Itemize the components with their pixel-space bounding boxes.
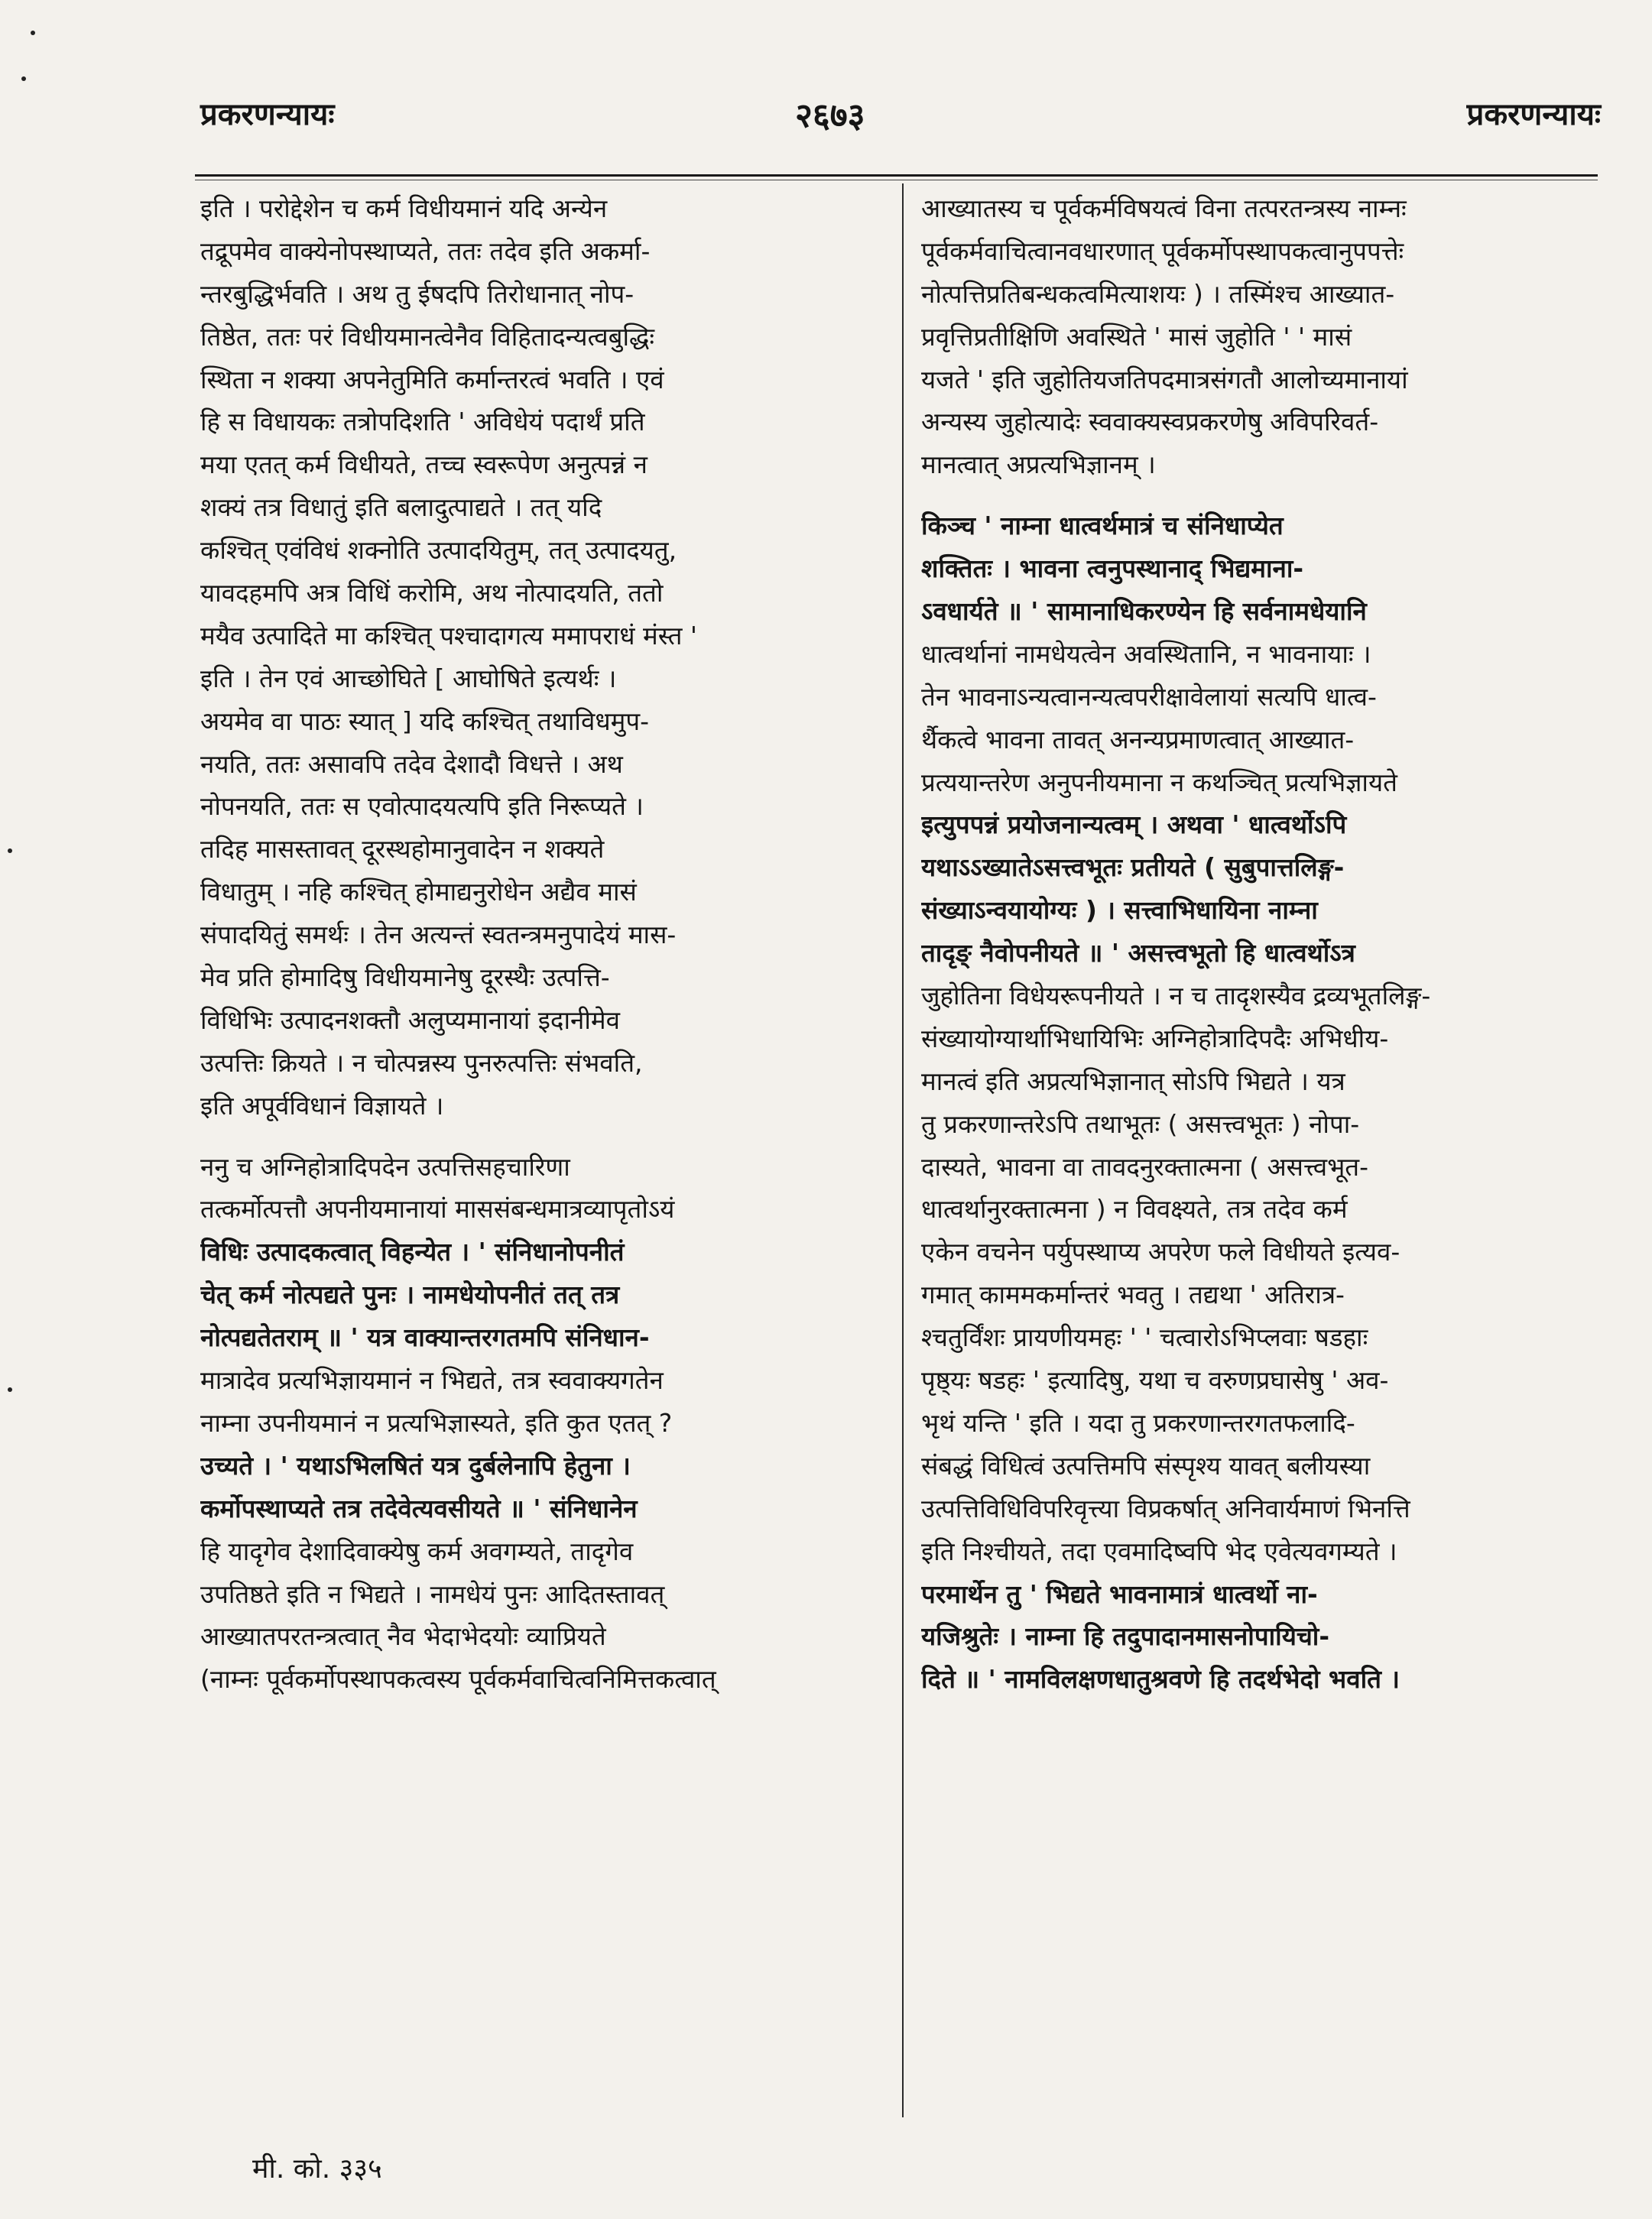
text-line: (नाम्नः पूर्वकर्मोपस्थापकत्वस्य पूर्वकर्मवाचित्वनिमित्तकत्वात् [200,1664,716,1695]
text-line: मयैव उत्पादिते मा कश्चित् पश्चादागत्य ममापराधं मंस्त ' [200,620,697,650]
text-line: न्तरबुद्धिर्भवति । अथ तु ईषदपि तिरोधानात् नोप- [200,278,635,309]
text-line: अयमेव वा पाठः स्यात् ] यदि कश्चित् तथाविधमुप- [200,706,650,736]
text-line: धात्वर्थानुरक्तात्मना ) न विवक्ष्यते, तत्र तदेव कर्म [921,1194,1348,1225]
text-line: मानत्वं इति अप्रत्यभिज्ञानात् सोऽपि भिद्यते । यत्र [921,1066,1345,1096]
text-line: श्चतुर्विंशः प्रायणीयमहः ' ' चत्वारोऽभिप्लवाः षडहाः [921,1322,1368,1353]
text-line: किञ्च ' नाम्ना धात्वर्थमात्रं च संनिधाप्येत [921,511,1284,541]
paragraph-gap [200,1127,888,1146]
text-line: पूर्वकर्मवाचित्वानवधारणात् पूर्वकर्मोपस्थापकत्वानुपपत्तेः [921,235,1404,266]
text-line: यजते ' इति जुहोतियजतिपदमात्रसंगतौ आलोच्यमानायां [921,364,1408,394]
right-column [921,187,1598,1701]
text-line: शक्यं तत्र विधातुं इति बलादुत्पाद्यते । तत् यदि [200,492,602,523]
text-line: इति । परोद्देशेन च कर्म विधीयमानं यदि अन्येन [200,193,608,223]
text-line: संख्यायोग्यार्थाभिधायिभिः अग्निहोत्रादिपदैः अभिधीय- [921,1023,1389,1053]
text-line: संख्याऽन्वयायोग्यः ) । सत्त्वाभिधायिना नाम्ना [921,895,1318,926]
text-line: आख्यातस्य च पूर्वकर्मविषयत्वं विना तत्परतन्त्रस्य नाम्नः [921,193,1407,223]
text-line: ऽवधार्यते ॥ ' सामानाधिकरण्येन हि सर्वनामधेयानि [921,596,1367,627]
text-line: नयति, ततः असावपि तदेव देशादौ विधत्ते । अथ [200,748,623,779]
text-line: धात्वर्थानां नामधेयत्वेन अवस्थितानि, न भावनायाः । [921,638,1371,669]
text-line: ननु च अग्निहोत्रादिपदेन उत्पत्तिसहचारिणा [200,1151,570,1182]
text-line: हि यादृगेव देशादिवाक्येषु कर्म अवगम्यते, तादृगेव [200,1536,634,1566]
text-line: मेव प्रति होमादिषु विधीयमानेषु दूरस्थैः उत्पत्ति- [200,962,610,993]
text-line: यथाऽऽख्यातेऽसत्त्वभूतः प्रतीयते ( सुबुपात्तलिङ्ग- [921,852,1345,883]
text-line: संबद्धं विधित्वं उत्पत्तिमपि संस्पृश्य यावत् बलीयस्या [921,1450,1371,1481]
running-header-right: प्रकरणन्यायः [1466,97,1601,132]
text-line: जुहोतिना विधेयरूपनीयते । न च तादृशस्यैव द्रव्यभूतलिङ्ग- [921,981,1431,1011]
running-header-left: प्रकरणन्यायः [200,97,335,132]
text-line: इति । तेन एवं आच्छोघिते [ आघोषिते इत्यर्थः । [200,663,617,693]
text-line: संपादयितुं समर्थः । तेन अत्यन्तं स्वतन्त्रमनुपादेयं मास- [200,920,677,950]
text-line: मया एतत् कर्म विधीयते, तच्च स्वरूपेण अनुत्पन्नं न [200,449,647,480]
text-line: गमात् काममकर्मान्तरं भवतु । तद्यथा ' अतिरात्र- [921,1280,1345,1310]
text-line: प्रत्ययान्तरेण अनुपनीयमाना न कथञ्चित् प्रत्यभिज्ञायते [921,767,1397,797]
scan-speck [8,848,12,853]
text-line: तदिह मासस्तावत् दूरस्थहोमानुवादेन न शक्यते [200,834,605,865]
scan-speck [21,76,26,81]
text-line: दिते ॥ ' नामविलक्षणधातुश्रवणे हि तदर्थभेदो भवति । [921,1664,1400,1695]
left-column [200,187,888,1701]
text-line: आख्यातपरतन्त्रत्वात् नैव भेदाभेदयोः व्याप्रियते [200,1621,606,1652]
text-line: विधिभिः उत्पादनशक्तौ अलुप्यमानायां इदानीमेव [200,1004,620,1035]
text-line: इत्युपपन्नं प्रयोजनान्यत्वम् । अथवा ' धात्वर्थोऽपि [921,809,1347,840]
text-line: भृथं यन्ति ' इति । यदा तु प्रकरणान्तरगतफलादि- [921,1407,1355,1438]
text-line: कर्मोपस्थाप्यते तत्र तदेवेत्यवसीयते ॥ ' संनिधानेन [200,1493,638,1523]
text-line: इति निश्चीयते, तदा एवमादिष्वपि भेद एवेत्यवगम्यते । [921,1536,1397,1566]
text-line: चेत् कर्म नोत्पद्यते पुनः । नामधेयोपनीतं तत् तत्र [200,1280,620,1310]
text-line: पृष्ठ्यः षडहः ' इत्यादिषु, यथा च वरुणप्रघासेषु ' अव- [921,1365,1389,1396]
column-divider [902,183,904,2117]
text-line: दास्यते, भावना वा तावदनुरक्तात्मना ( असत्त्वभूत- [921,1151,1368,1182]
text-line: उच्यते । ' यथाऽभिलषितं यत्र दुर्बलेनापि हेतुना । [200,1450,631,1481]
text-line: तत्कर्मोत्पत्तौ अपनीयमानायां माससंबन्धमात्रव्यापृतोऽयं [200,1194,675,1225]
scan-speck [31,31,35,35]
text-line: र्थैकत्वे भावना तावत् अनन्यप्रमाणत्वात् आख्यात- [921,724,1355,754]
text-line: एकेन वचनेन पर्युपस्थाप्य अपरेण फले विधीयते इत्यव- [921,1237,1400,1267]
text-line: मानत्वात् अप्रत्यभिज्ञानम् । [921,449,1156,480]
text-line: तादृङ् नैवोपनीयते ॥ ' असत्त्वभूतो हि धात्वर्थोऽत्र [921,938,1355,968]
text-line: प्रवृत्तिप्रतीक्षिणि अवस्थिते ' मासं जुहोति ' ' मासं [921,321,1352,352]
text-line: नाम्ना उपनीयमानं न प्रत्यभिज्ञास्यते, इति कुत एतत् ? [200,1407,673,1438]
text-line: नोत्पत्तिप्रतिबन्धकत्वमित्याशयः ) । तस्मिंश्च आख्यात- [921,278,1395,309]
scan-speck [8,1387,12,1392]
text-line: विधिः उत्पादकत्वात् विहन्येत । ' संनिधानोपनीतं [200,1237,625,1267]
text-line: उपतिष्ठते इति न भिद्यते । नामधेयं पुनः आदितस्तावत् [200,1578,665,1609]
text-line: इति अपूर्वविधानं विज्ञायते । [200,1090,444,1121]
text-line: तेन भावनाऽन्यत्वानन्यत्वपरीक्षावेलायां सत्यपि धात्व- [921,681,1377,712]
text-line: नोपनयति, ततः स एवोत्पादयत्यपि इति निरूप्यते । [200,791,644,822]
text-line: हि स विधायकः तत्रोपदिशति ' अविधेयं पदार्थं प्रति [200,407,645,437]
text-line: यावदहमपि अत्र विधिं करोमि, अथ नोत्पादयति, ततो [200,578,664,608]
text-line: तद्रूपमेव वाक्येनोपस्थाप्यते, ततः तदेव इति अकर्मा- [200,235,651,266]
text-line: उत्पत्तिविधिविपरिवृत्त्या विप्रकर्षात् अनिवार्यमाणं भिनत्ति [921,1493,1410,1523]
text-line: स्थिता न शक्या अपनेतुमिति कर्मान्तरत्वं भवति । एवं [200,364,664,394]
text-line: विधातुम् । नहि कश्चित् होमाद्यनुरोधेन अद्यैव मासं [200,877,637,907]
text-line: तु प्रकरणान्तरेऽपि तथाभूतः ( असत्त्वभूतः ) नोपा- [921,1108,1360,1139]
text-line: परमार्थेन तु ' भिद्यते भावनामात्रं धात्वर्थो ना- [921,1578,1318,1609]
text-line: उत्पत्तिः क्रियते । न चोत्पन्नस्य पुनरुत्पत्तिः संभवति, [200,1047,643,1078]
text-line: यजिश्रुतेः । नाम्ना हि तदुपादानमासनोपायिचो- [921,1621,1330,1652]
text-line: नोत्पद्यतेतराम् ॥ ' यत्र वाक्यान्तरगतमपि संनिधान- [200,1322,650,1353]
header-rule [195,174,1598,177]
signature-mark: मी. को. ३३५ [252,2153,382,2185]
paragraph-gap [921,486,1598,504]
text-line: अन्यस्य जुहोत्यादेः स्ववाक्यस्वप्रकरणेषु अविपरिवर्त- [921,407,1379,437]
text-line: कश्चित् एवंविधं शक्नोति उत्पादयितुम्, तत् उत्पादयतु, [200,535,677,566]
page-number: २६७३ [795,96,865,135]
text-line: शक्तितः । भावना त्वनुपस्थानाद् भिद्यमाना- [921,553,1304,584]
text-line: मात्रादेव प्रत्यभिज्ञायमानं न भिद्यते, तत्र स्ववाक्यगतेन [200,1365,664,1396]
text-line: तिष्ठेत, ततः परं विधीयमानत्वेनैव विहितादन्यत्वबुद्धिः [200,321,655,352]
